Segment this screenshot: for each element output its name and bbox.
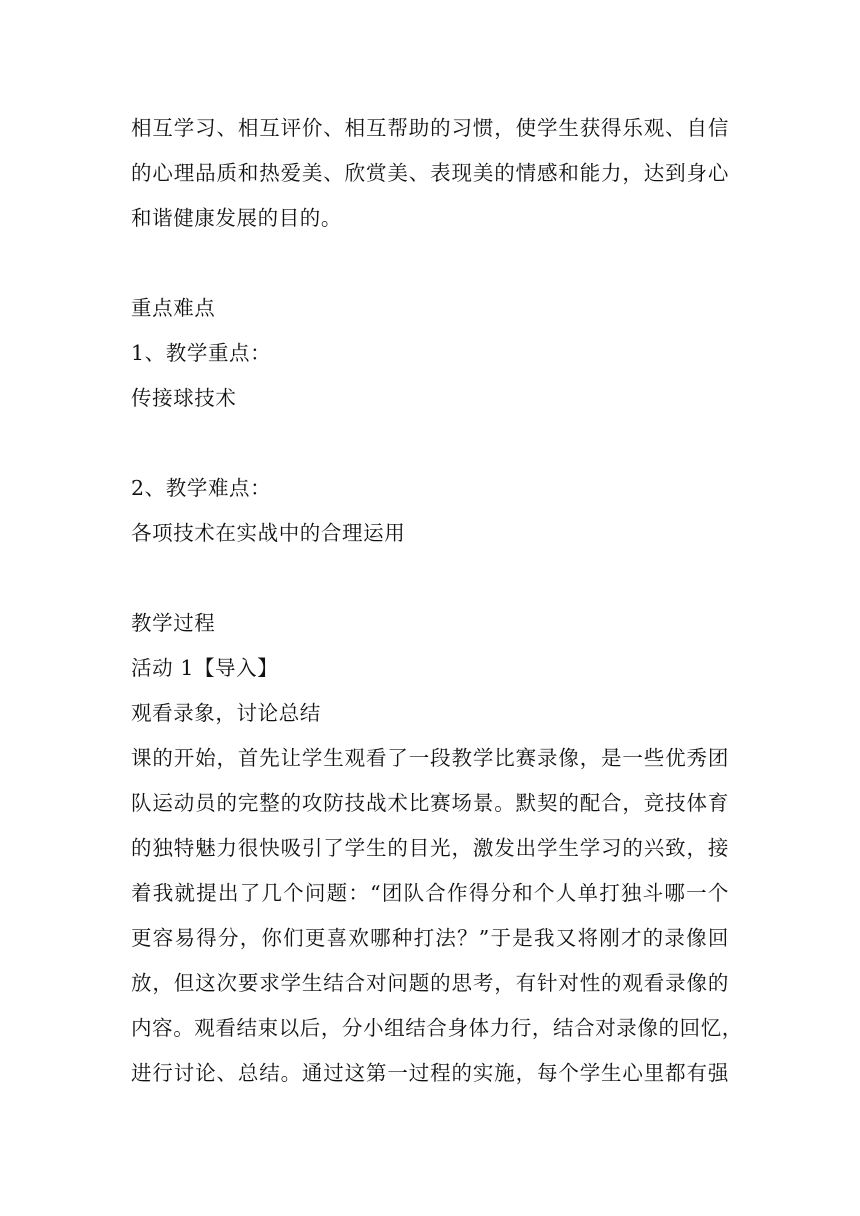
- key-point-2-text: 各项技术在实战中的合理运用: [131, 521, 406, 545]
- activity-title: 活动 1【导入】: [131, 656, 279, 680]
- intro-line-2: 的心理品质和热爱美、欣赏美、表现美的情感和能力，达到身心: [131, 161, 729, 185]
- intro-line-3: 和谐健康发展的目的。: [131, 206, 342, 230]
- key-point-1-label: 1、教学重点：: [131, 341, 272, 365]
- process-body-line-3: 的独特魅力很快吸引了学生的目光，激发出学生学习的兴致，接: [131, 836, 729, 860]
- process-body-line-7: 内容。观看结束以后，分小组结合身体力行，结合对录像的回忆，: [131, 1016, 743, 1040]
- key-point-2-label: 2、教学难点：: [131, 476, 272, 500]
- process-body-line-1: 课的开始，首先让学生观看了一段教学比赛录像，是一些优秀团: [131, 746, 729, 770]
- intro-line-1: 相互学习、相互评价、相互帮助的习惯，使学生获得乐观、自信: [131, 116, 729, 140]
- process-heading: 教学过程: [131, 611, 216, 635]
- process-body-line-5: 更容易得分，你们更喜欢哪种打法？”于是我又将刚才的录像回: [131, 926, 729, 950]
- process-body-line-8: 进行讨论、总结。通过这第一过程的实施，每个学生心里都有强: [131, 1061, 729, 1085]
- process-body-line-4: 着我就提出了几个问题：“团队合作得分和个人单打独斗哪一个: [131, 881, 729, 905]
- activity-subtitle: 观看录象，讨论总结: [131, 701, 321, 725]
- key-point-1-text: 传接球技术: [131, 386, 237, 410]
- key-points-heading: 重点难点: [131, 296, 216, 320]
- process-body-line-6: 放，但这次要求学生结合对问题的思考，有针对性的观看录像的: [131, 971, 729, 995]
- process-body-line-2: 队运动员的完整的攻防技战术比赛场景。默契的配合，竞技体育: [131, 791, 729, 815]
